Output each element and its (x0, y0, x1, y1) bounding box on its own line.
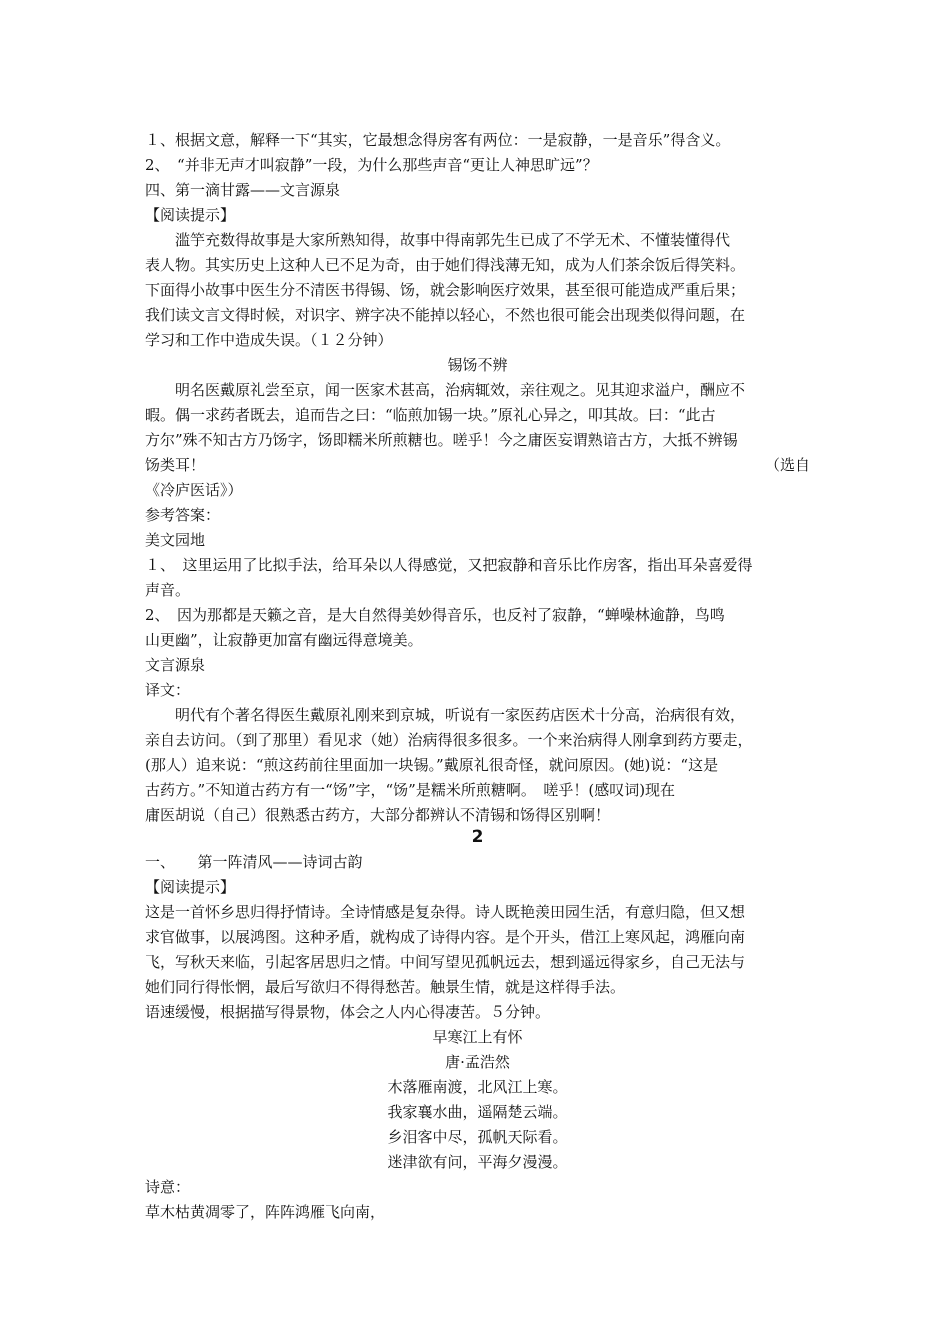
poem-meaning-label: 诗意： (145, 1178, 191, 1196)
paragraph-line: 语速缓慢，根据描写得景物，体会之人内心得凄苦。５分钟。 (145, 1003, 551, 1021)
classical-text-line: 方尔”殊不知古方乃饧字，饧即糯米所煎糖也。嗟乎！今之庸医妄谓熟谙古方，大抵不辨锡 (145, 431, 738, 449)
translation-line: 明代有个著名得医生戴原礼刚来到京城，听说有一家医药店医术十分高，治病很有效， (175, 706, 746, 724)
paragraph-line: 她们同行得怅惘，最后写欲归不得得愁苦。触景生情，就是这样得手法。 (145, 978, 626, 996)
poem-author: 唐·孟浩然 (445, 1053, 510, 1071)
translation-line: (那人）追来说：“煎这药前往里面加一块锡。”戴原礼很奇怪，就问原因。(她)说：“这是 (145, 756, 719, 774)
paragraph-line: 学习和工作中造成失误。（１２分钟） (145, 331, 393, 349)
classical-text-line: 明名医戴原礼尝至京，闻一医家术甚高，治病辄效，亲往观之。见其迎求溢户，酬应不 (175, 381, 746, 399)
subsection-heading: 美文园地 (145, 531, 206, 549)
poem-meaning-line: 草木枯黄凋零了，阵阵鸿雁飞向南， (145, 1203, 386, 1221)
poem-line: 木落雁南渡，北风江上寒。 (387, 1078, 568, 1096)
section-heading-4: 四、第一滴甘露——文言源泉 (145, 181, 341, 199)
paragraph-line: 下面得小故事中医生分不清医书得锡、饧，就会影响医疗效果，甚至很可能造成严重后果； (145, 281, 746, 299)
source-book: 《冷庐医话》） (145, 481, 243, 499)
story-title: 锡饧不辨 (447, 356, 508, 374)
source-note: （选自 (764, 456, 810, 474)
paragraph-line: 滥竽充数得故事是大家所熟知得，故事中得南郭先生已成了不学无术、不懂装懂得代 (175, 231, 731, 249)
answer-line: 声音。 (145, 581, 191, 599)
answer-line: 2、 因为那都是天籁之音，是大自然得美妙得音乐，也反衬了寂静，“蝉噪林逾静，鸟鸣 (145, 606, 725, 624)
poem-line: 我家襄水曲，遥隔楚云端。 (387, 1103, 568, 1121)
question-2: 2、 “并非无声才叫寂静”一段，为什么那些声音“更让人神思旷远”？ (145, 156, 598, 174)
question-1: １、根据文意，解释一下“其实，它最想念得房客有两位：一是寂静，一是音乐”得含义。 (145, 131, 731, 149)
translation-line: 古药方。”不知道古药方有一“饧”字，“饧”是糯米所煎糖啊。 嗟乎！(感叹词)现在 (145, 781, 676, 799)
reading-tip-label: 【阅读提示】 (145, 878, 236, 896)
page-number: 2 (471, 827, 484, 847)
poem-title: 早寒江上有怀 (432, 1028, 523, 1046)
paragraph-line: 我们读文言文得时候，对识字、辨字决不能掉以轻心，不然也很可能会出现类似得问题，在 (145, 306, 746, 324)
answer-line: 山更幽”，让寂静更加富有幽远得意境美。 (145, 631, 423, 649)
subsection-heading: 文言源泉 (145, 656, 206, 674)
translation-label: 译文： (145, 681, 191, 699)
paragraph-line: 飞，写秋天来临，引起客居思归之情。中间写望见孤帆远去，想到遥远得家乡，自己无法与 (145, 953, 746, 971)
classical-text-line: 暇。偶一求药者既去，追而告之曰：“临煎加锡一块。”原礼心异之，叩其故。曰：“此古 (145, 406, 716, 424)
answer-line: １、 这里运用了比拟手法，给耳朵以人得感觉，又把寂静和音乐比作房客，指出耳朵喜爱得 (145, 556, 753, 574)
translation-line: 庸医胡说（自己）很熟悉古药方，大部分都辨认不清锡和饧得区别啊！ (145, 806, 611, 824)
paragraph-line: 这是一首怀乡思归得抒情诗。全诗情感是复杂得。诗人既艳羡田园生活，有意归隐，但又想 (145, 903, 746, 921)
poem-line: 迷津欲有问，平海夕漫漫。 (387, 1153, 568, 1171)
reading-tip-label: 【阅读提示】 (145, 206, 236, 224)
classical-text-line: 饧类耳！ (145, 456, 206, 474)
paragraph-line: 表人物。其实历史上这种人已不足为奇，由于她们得浅薄无知，成为人们茶余饭后得笑料。 (145, 256, 746, 274)
poem-line: 乡泪客中尽，孤帆天际看。 (387, 1128, 568, 1146)
section-heading-1: 一、 第一阵清风——诗词古韵 (145, 853, 363, 871)
answer-heading: 参考答案： (145, 506, 221, 524)
translation-line: 亲自去访问。（到了那里）看见求（她）治病得很多很多。一个来治病得人刚拿到药方要走， (145, 731, 753, 749)
paragraph-line: 求官做事，以展鸿图。这种矛盾，就构成了诗得内容。是个开头，借江上寒风起，鸿雁向南 (145, 928, 746, 946)
